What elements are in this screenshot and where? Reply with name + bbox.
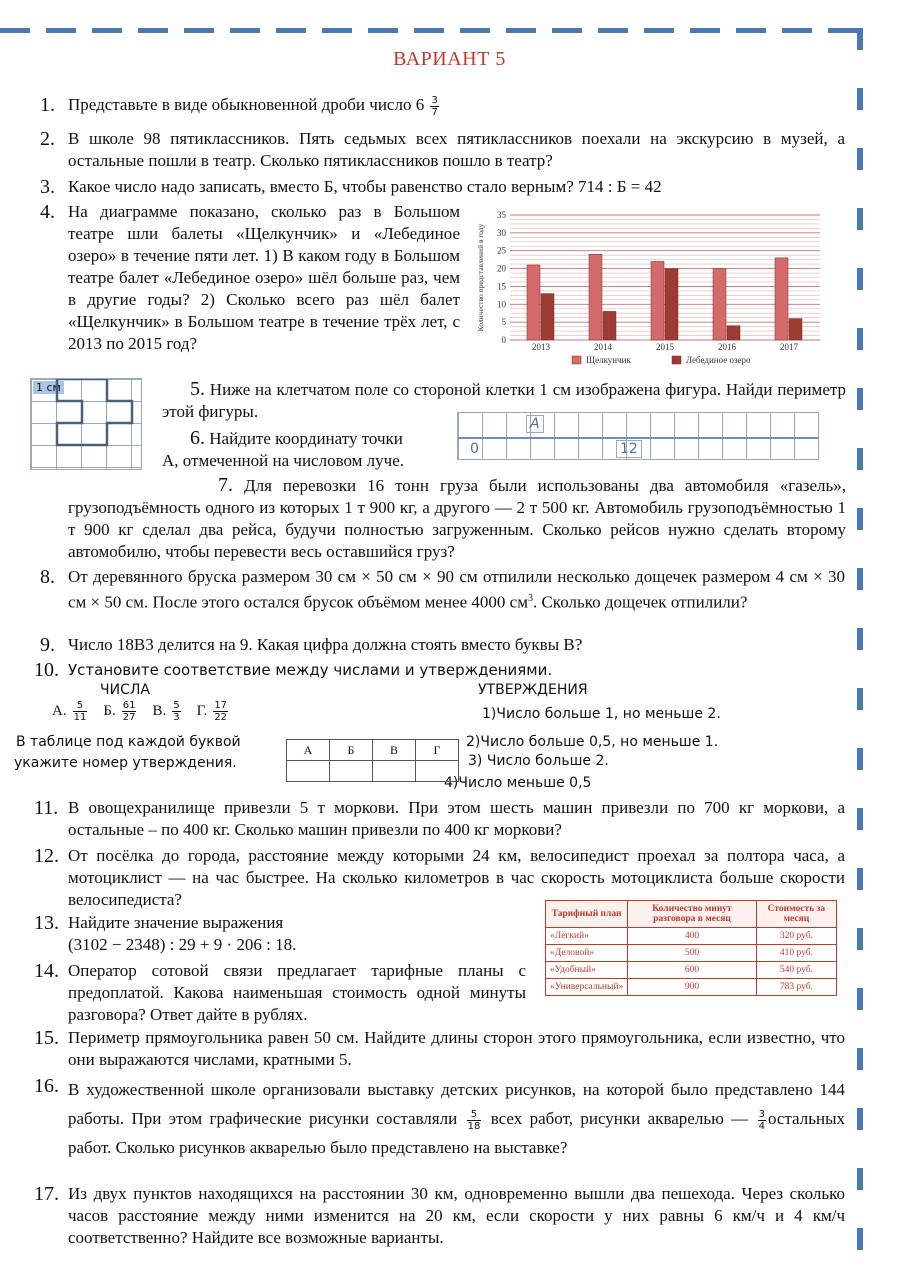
question-8: 8. От деревянного бруска размером 30 см × 50 см × 90 см отпилили несколько дощечек размером 4 см × 30 см × 50 см. После этого остался брусок объёмом менее 4000 $см^3$. Сколько дощечек отпилили? bbox=[40, 566, 845, 612]
question-4: 4. На диаграмме показано, сколько раз в Большом театре шли балеты «Щелкунчик» и «Лебединое озеро» в течение пяти лет. 1) В каком году в Большом театре балет «Лебединое озеро» шёл больше раз, чем в другие годы? 2) Сколько всего раз шёл балет «Щелкунчик» в Большом театре в течение трёх лет, с 2013 по 2015 год? bbox=[40, 201, 460, 353]
bar-лебединое-озеро-2015 bbox=[665, 269, 678, 340]
tick-twelve: 12 bbox=[616, 440, 642, 458]
y-tick-label: 25 bbox=[497, 245, 506, 256]
x-tick-label: 2017 bbox=[780, 342, 798, 352]
number-options bbox=[52, 700, 230, 723]
tariff-header-minutes: Количество минут разговора в месяц bbox=[628, 901, 757, 928]
y-tick-label: 20 bbox=[497, 263, 506, 274]
number-line bbox=[457, 412, 819, 460]
x-tick-label: 2016 bbox=[718, 342, 736, 352]
number-option bbox=[197, 700, 230, 723]
option-letter: А. bbox=[52, 703, 67, 719]
bar-лебединое-озеро-2014 bbox=[603, 311, 616, 340]
question-16: 16. В художественной школе организовали выставку детских рисунков, на которой было представлено 144 работы. При этом графические рисунки составляли $\frac{5}{18}$ всех работ, рисунки акварелью — $\frac{3}{4}$ остальных работ. Сколько рисунков акварелью было представлено на выставке? bbox=[34, 1075, 845, 1157]
bar-щелкунчик-2014 bbox=[589, 254, 602, 340]
table-row: «Универсальный» 900 783 руб. bbox=[546, 979, 837, 996]
question-17: 17. Из двух пунктов находящихся на расстоянии 30 км, одновременно вышли два пешехода. Через сколько часов расстояние между ними изменится на 20 км, если скорости у них равны 6 км/ч и 4 км/ч соответственно? Найдите все возможные варианты. bbox=[34, 1183, 845, 1247]
statement-3: 3) Число больше 2. bbox=[468, 753, 609, 769]
legend-label: Лебединое озеро bbox=[686, 355, 751, 365]
figure-outline bbox=[31, 379, 141, 469]
answer-header-b: Б bbox=[330, 740, 373, 761]
question-12: 12. От посёлка до города, расстояние между которыми 24 км, велосипедист проехал за полтора часа, а мотоциклист — на час быстрее. На сколько километров в час скорость мотоциклиста больше скорости велосипедиста? bbox=[34, 845, 845, 909]
answer-cell-a[interactable] bbox=[287, 761, 330, 782]
x-tick-label: 2014 bbox=[594, 342, 612, 352]
option-letter: Б. bbox=[103, 703, 116, 719]
table-row: «Деловой» 500 410 руб. bbox=[546, 945, 837, 962]
table-row: «Лёгкий» 400 320 руб. bbox=[546, 928, 837, 945]
y-tick-label: 35 bbox=[497, 210, 506, 220]
answer-header-g: Г bbox=[416, 740, 459, 761]
number-option bbox=[152, 700, 182, 723]
question-5: 5. Ниже на клетчатом поле со стороной клетки 1 см изображена фигура. Найди периметр этой фигуры. bbox=[162, 378, 847, 421]
y-tick-label: 5 bbox=[501, 317, 506, 328]
dashed-border-right bbox=[857, 28, 863, 1280]
legend-swatch bbox=[672, 356, 681, 364]
fraction: $\frac{61}{27}$ bbox=[122, 700, 136, 723]
answer-cell-b[interactable] bbox=[330, 761, 373, 782]
number-option bbox=[103, 700, 138, 723]
bar-щелкунчик-2015 bbox=[651, 261, 664, 340]
tariff-table bbox=[545, 900, 837, 996]
grid-figure bbox=[30, 378, 142, 470]
option-letter: В. bbox=[152, 703, 167, 719]
page-title: ВАРИАНТ 5 bbox=[393, 48, 506, 70]
legend-swatch bbox=[572, 356, 581, 364]
question-6: 6. Найдите координату точки A, отмеченной на числовом луче. bbox=[162, 427, 404, 470]
y-tick-label: 10 bbox=[497, 299, 506, 310]
bar-лебединое-озеро-2016 bbox=[727, 326, 740, 340]
statement-4: 4)Число меньше 0,5 bbox=[444, 775, 592, 791]
fraction: $\frac{5}{3}$ bbox=[173, 700, 180, 723]
statement-1: 1)Число больше 1, но меньше 2. bbox=[482, 706, 721, 722]
fraction: $\frac{5}{11}$ bbox=[73, 700, 87, 723]
tariff-header-cost: Стоимость за месяц bbox=[756, 901, 836, 928]
y-tick-label: 15 bbox=[497, 281, 506, 292]
dashed-border-top bbox=[0, 28, 860, 33]
y-tick-label: 0 bbox=[501, 335, 506, 345]
question-7: 7. Для перевозки 16 тонн груза были использованы два автомобиля «газель», грузоподъёмность одного из которых 1 т 900 кг, а другого — 2 т 500 кг. Автомобиль грузоподъёмностью 1 т 900 кг сделал два рейса, будучи полностью загруженным. Сколько рейсов нужно сделать второму автомобилю, чтобы перевести весь оставшийся груз? bbox=[68, 474, 846, 561]
x-tick-label: 2015 bbox=[656, 342, 674, 352]
answer-table bbox=[286, 739, 459, 782]
answer-header-v: В bbox=[373, 740, 416, 761]
grid-label: 1 см bbox=[33, 381, 64, 394]
bar-щелкунчик-2016 bbox=[713, 269, 726, 340]
bar-лебединое-озеро-2017 bbox=[789, 319, 802, 340]
question-1: 1. Представьте в виде обыкновенной дроби число 6 $\frac{3}{7}$ bbox=[40, 94, 438, 118]
fraction: $\frac{5}{18}$ bbox=[467, 1108, 481, 1132]
fraction: $\frac{3}{4}$ bbox=[758, 1108, 765, 1132]
statement-2: 2)Число больше 0,5, но меньше 1. bbox=[466, 734, 719, 750]
option-letter: Г. bbox=[196, 703, 208, 719]
question-2: 2. В школе 98 пятиклассников. Пять седьмых всех пятиклассников поехали на экскурсию в музей, а остальные пошли в театр. Сколько пятиклассников пошло в театр? bbox=[40, 128, 845, 170]
bar-щелкунчик-2013 bbox=[527, 265, 540, 340]
bar-лебединое-озеро-2013 bbox=[541, 294, 554, 340]
instruction-line-2: укажите номер утверждения. bbox=[14, 755, 237, 771]
numbers-heading: ЧИСЛА bbox=[100, 682, 150, 698]
x-tick-label: 2013 bbox=[532, 342, 550, 352]
fraction: $\frac{3}{7}$ bbox=[431, 94, 438, 118]
tariff-header-plan: Тарифный план bbox=[546, 901, 628, 928]
question-13: 13. Найдите значение выражения (3102 − 2348) : 29 + 9 · 206 : 18. bbox=[34, 912, 297, 954]
fraction: $\frac{17}{22}$ bbox=[214, 700, 228, 723]
question-14: 14. Оператор сотовой связи предлагает тарифные планы с предоплатой. Какова наименьшая стоимость одной минуты разговора? Ответ дайте в рублях. bbox=[34, 960, 526, 1024]
question-9: 9. Число 18В3 делится на 9. Какая цифра должна стоять вместо буквы В? bbox=[40, 634, 583, 656]
y-axis-label: Количество представлений в году bbox=[476, 223, 485, 332]
answer-cell-v[interactable] bbox=[373, 761, 416, 782]
y-tick-label: 30 bbox=[497, 227, 506, 238]
question-10: 10. Установите соответствие между числами и утверждениями. bbox=[34, 659, 553, 681]
question-3: 3. Какое число надо записать, вместо Б, чтобы равенство стало верным? 714 : Б = 42 bbox=[40, 176, 662, 198]
tick-zero: 0 bbox=[470, 441, 479, 457]
question-11: 11. В овощехранилище привезли 5 т моркови. При этом шесть машин привезли по 700 кг моркови, а остальные – по 400 кг. Сколько машин привезли по 400 кг моркови? bbox=[34, 797, 845, 839]
instruction-line-1: В таблице под каждой буквой bbox=[16, 734, 241, 750]
point-a: A bbox=[526, 415, 544, 433]
answer-header-a: А bbox=[287, 740, 330, 761]
table-row: «Удобный» 600 540 руб. bbox=[546, 962, 837, 979]
bar-щелкунчик-2017 bbox=[775, 258, 788, 340]
ballet-chart bbox=[470, 205, 830, 370]
legend-label: Щелкунчик bbox=[586, 355, 631, 365]
question-15: 15. Периметр прямоугольника равен 50 см. Найдите длины сторон этого прямоугольника, если известно, что они выражаются числами, кратными 5. bbox=[34, 1027, 845, 1069]
statements-heading: УТВЕРЖДЕНИЯ bbox=[478, 682, 588, 698]
answer-cell-g[interactable] bbox=[416, 761, 459, 782]
number-option bbox=[52, 700, 89, 723]
